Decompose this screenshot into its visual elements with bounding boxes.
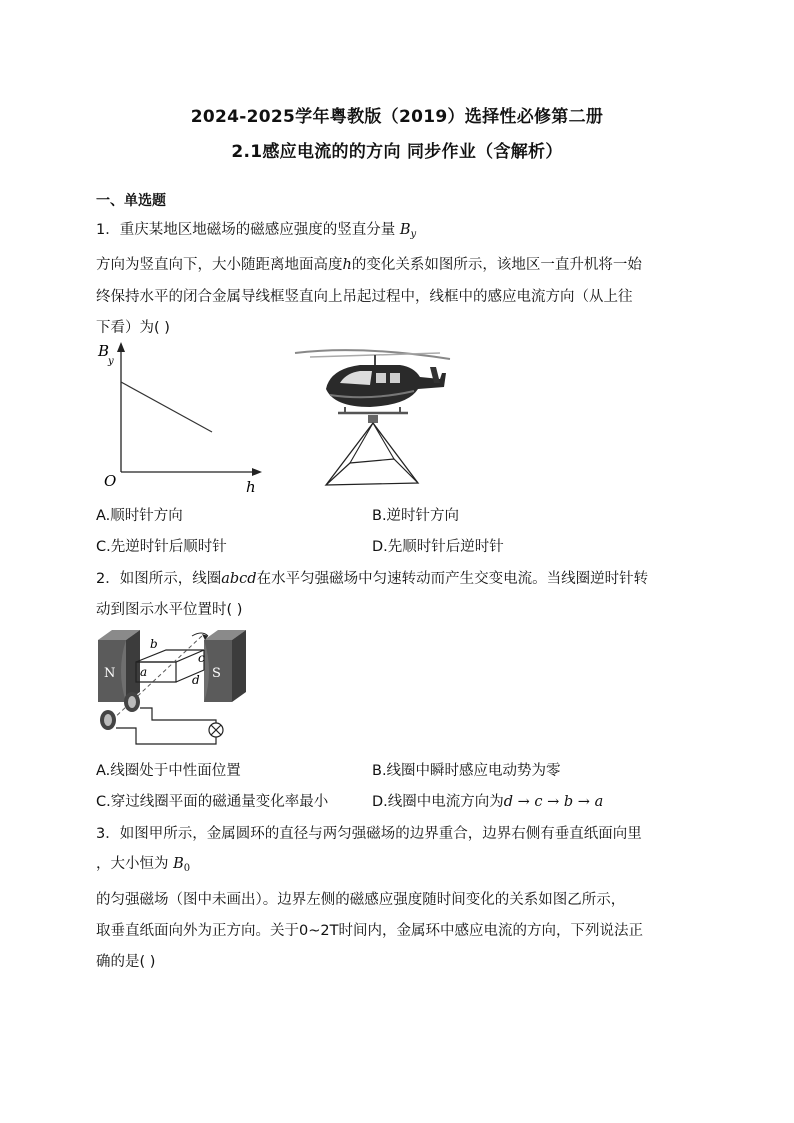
q2-option-a[interactable]: A.线圈处于中性面位置	[96, 763, 241, 779]
q1-symbol-b: B	[399, 222, 411, 238]
q2-option-d[interactable]: D.线圈中电流方向为d → c → b → a	[372, 794, 604, 810]
q2-line1: 2．如图所示，线圈abcd在水平匀强磁场中匀速转动而产生交变电流。当线圈逆时针转	[96, 571, 649, 587]
magnet-s-label: S	[212, 666, 221, 681]
generator-figure	[92, 624, 252, 748]
q1-option-a[interactable]: A.顺时针方向	[96, 508, 183, 524]
q1-line1: 1．重庆某地区地磁场的磁感应强度的竖直分量 $B_y$	[96, 222, 417, 240]
q3-line5: 确的是( )	[96, 954, 156, 970]
q2-option-c[interactable]: C.穿过线圈平面的磁通量变化率最小	[96, 794, 329, 810]
q3-line3: 的匀强磁场（图中未画出）。边界左侧的磁感应强度随时间变化的关系如图乙所示，	[96, 892, 626, 908]
magnet-n-label: N	[104, 666, 116, 681]
graph-y-label: B	[98, 342, 110, 360]
q1-line3: 终保持水平的闭合金属导线框竖直向上吊起过程中，线框中的感应电流方向（从上往	[96, 289, 633, 305]
q3-line2: ，大小恒为 $B_0$	[96, 856, 191, 874]
q1-line4: 下看）为( )	[96, 320, 170, 336]
q3-time-range: 0~2T	[299, 923, 339, 939]
q1-graph	[96, 340, 271, 500]
graph-y-sub: y	[108, 356, 114, 367]
section-heading: 一、单选题	[96, 193, 166, 209]
q3-line4: 取垂直纸面向外为正方向。关于0~2T时间内，金属环中感应电流的方向，下列说法正	[96, 923, 643, 939]
q2-option-d-math: d → c → b → a	[503, 794, 604, 810]
coil-label-d: d	[192, 673, 200, 687]
q1-line2: 方向为竖直向下，大小随距离地面高度h的变化关系如图所示，该地区一直升机将一始	[96, 257, 642, 273]
q2-line2: 动到图示水平位置时( )	[96, 602, 243, 618]
page-title-line2: 2.1感应电流的的方向 同步作业（含解析）	[231, 142, 563, 162]
helicopter-illustration	[290, 343, 460, 491]
q3-line1: 3．如图甲所示，金属圆环的直径与两匀强磁场的边界重合，边界右侧有垂直纸面向里	[96, 826, 642, 842]
q2-option-b[interactable]: B.线圈中瞬时感应电动势为零	[372, 763, 561, 779]
graph-x-label: h	[246, 478, 256, 496]
coil-label-a: a	[140, 665, 148, 679]
page-title-line1: 2024-2025学年粤教版（2019）选择性必修第二册	[190, 107, 604, 127]
graph-origin-label: O	[104, 472, 117, 490]
q1-option-d[interactable]: D.先顺时针后逆时针	[372, 539, 504, 555]
q1-option-c[interactable]: C.先逆时针后顺时针	[96, 539, 227, 555]
coil-label-b: b	[150, 637, 158, 651]
q1-option-b[interactable]: B.逆时针方向	[372, 508, 460, 524]
coil-label-c: c	[198, 651, 205, 665]
